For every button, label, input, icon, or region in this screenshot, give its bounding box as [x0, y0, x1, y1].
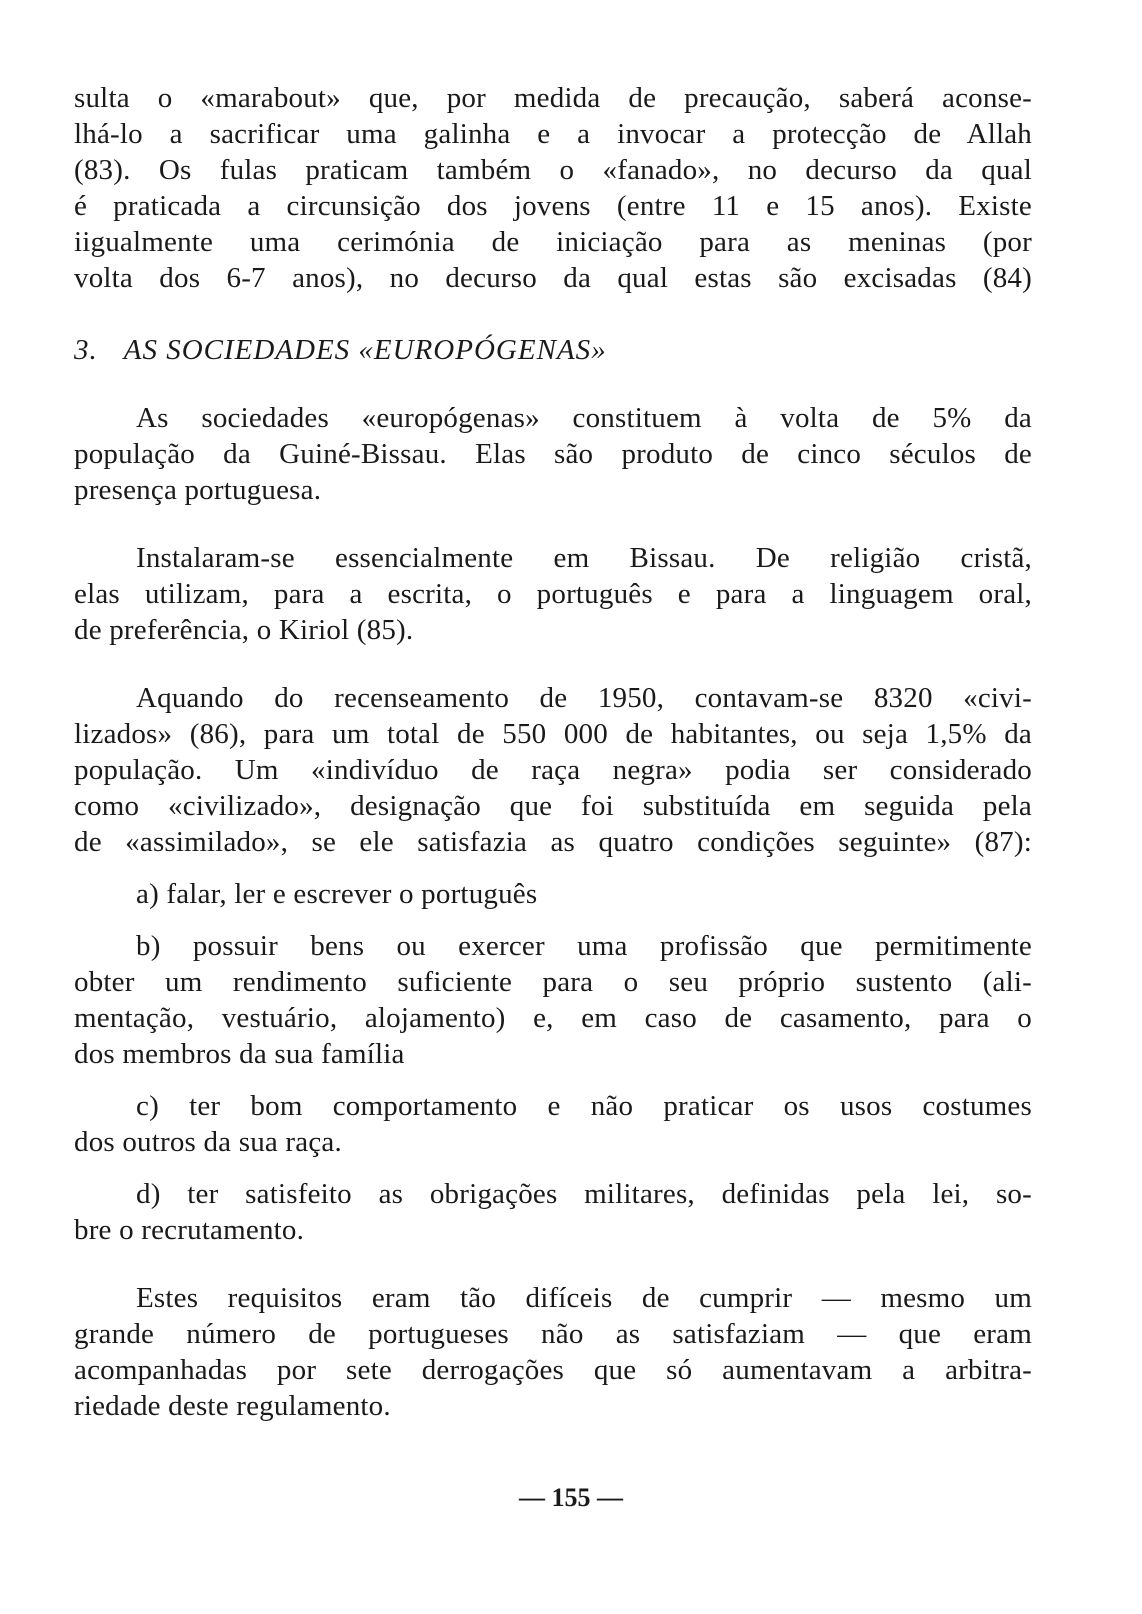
text-line: acompanhadas por sete derrogações que só aumentavam a arbitra- — [74, 1354, 1032, 1386]
text-line: obter um rendimento suficiente para o seu próprio sustento (ali- — [74, 966, 1032, 998]
text-line: presença portuguesa. — [74, 474, 322, 506]
text-line: lizados» (86), para um total de 550 000 de habitantes, ou seja 1,5% da — [74, 718, 1032, 750]
section-title: AS SOCIEDADES «EUROPÓGENAS» — [123, 334, 607, 366]
page-number: — 155 — — [519, 1483, 623, 1512]
text-line: lhá-lo a sacrificar uma galinha e a invocar a protecção de Allah — [74, 118, 1032, 150]
text-line: população. Um «indivíduo de raça negra» podia ser considerado — [74, 754, 1032, 786]
text-line: volta dos 6-7 anos), no decurso da qual estas são excisadas (84) — [74, 262, 1032, 294]
text-line: como «civilizado», designação que foi substituída em seguida pela — [74, 790, 1032, 822]
text-line: Instalaram-se essencialmente em Bissau. De religião cristã, — [136, 542, 1032, 574]
text-line: b) possuir bens ou exercer uma profissão que permitimente — [136, 930, 1032, 962]
text-line: Aquando do recenseamento de 1950, contavam-se 8320 «civi- — [136, 682, 1032, 714]
text-line: d) ter satisfeito as obrigações militares, definidas pela lei, so- — [136, 1178, 1032, 1210]
text-line: iigualmente uma cerimónia de iniciação para as meninas (por — [74, 226, 1032, 258]
text-line: bre o recrutamento. — [74, 1214, 305, 1246]
text-line: dos outros da sua raça. — [74, 1126, 342, 1158]
text-line: riedade deste regulamento. — [74, 1390, 391, 1422]
section-heading — [74, 332, 607, 368]
text-line: As sociedades «europógenas» constituem à volta de 5% da — [136, 402, 1032, 434]
text-line: mentação, vestuário, alojamento) e, em caso de casamento, para o — [74, 1002, 1032, 1034]
text-line: c) ter bom comportamento e não praticar os usos costumes — [136, 1090, 1032, 1122]
text-line: é praticada a circunsição dos jovens (entre 11 e 15 anos). Existe — [74, 190, 1032, 222]
text-line: de preferência, o Kiriol (85). — [74, 614, 414, 646]
text-line: dos membros da sua família — [74, 1038, 405, 1070]
text-line: sulta o «marabout» que, por medida de precaução, saberá aconse- — [74, 82, 1032, 114]
text-line: (83). Os fulas praticam também o «fanado», no decurso da qual — [74, 154, 1032, 186]
text-line: população da Guiné-Bissau. Elas são produto de cinco séculos de — [74, 438, 1032, 470]
section-number: 3. — [74, 334, 98, 366]
text-line: grande número de portugueses não as satisfaziam — que eram — [74, 1318, 1032, 1350]
text-line: de «assimilado», se ele satisfazia as quatro condições seguinte» (87): — [74, 826, 1032, 858]
text-line: elas utilizam, para a escrita, o português e para a linguagem oral, — [74, 578, 1032, 610]
text-line: a) falar, ler e escrever o português — [136, 878, 538, 910]
text-line: Estes requisitos eram tão difíceis de cumprir — mesmo um — [136, 1282, 1032, 1314]
